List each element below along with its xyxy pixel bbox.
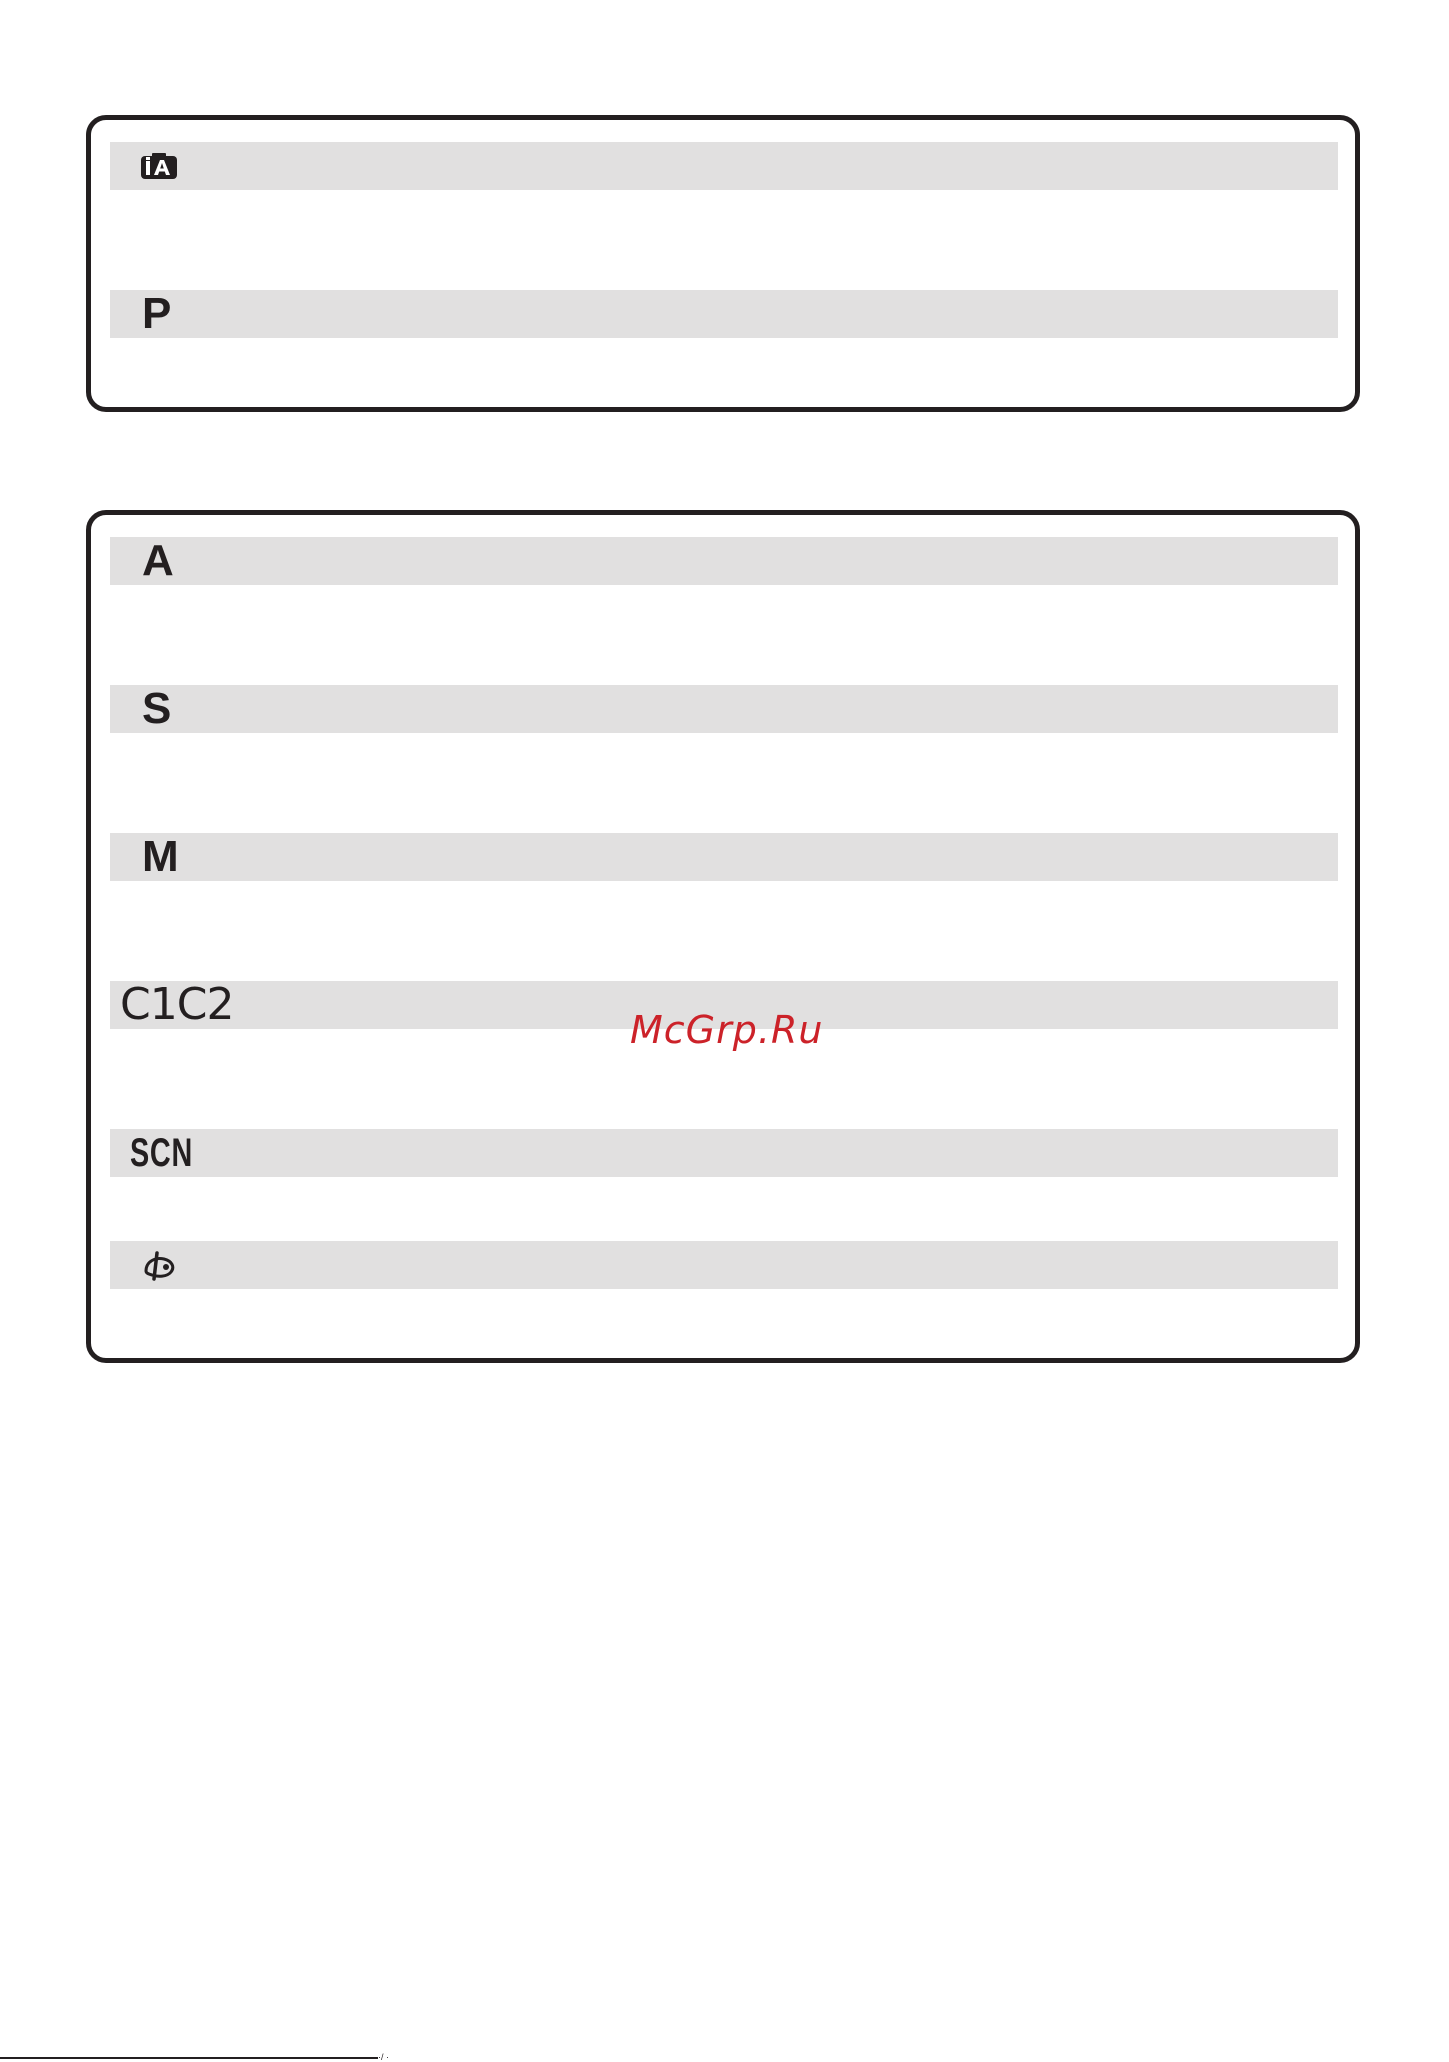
mode-label-m: M [142,832,179,881]
creative-control-brush-icon [140,1249,180,1283]
mode-bar-m [110,833,1338,881]
footer-rule [0,2057,378,2059]
mode-label-scn: SCN [130,1131,193,1175]
mode-bar-scn [110,1129,1338,1177]
mode-panel-top [86,115,1360,412]
mode-label-s: S [142,684,172,733]
mode-label-a: A [142,536,174,585]
mode-bar-creative [110,1241,1338,1289]
mode-panel-bottom [86,510,1360,1363]
mode-bar-ia [110,142,1338,190]
intelligent-auto-icon [140,152,178,180]
mode-label-c1c2: C1C2 [120,979,234,1030]
svg-text:iA: iA [140,152,141,153]
mode-label-p: P [142,289,172,338]
mode-bar-a [110,537,1338,585]
footer-mark: ·/ · [378,2052,389,2062]
watermark-text: McGrp.Ru [630,1008,824,1052]
mode-bar-p [110,290,1338,338]
mode-bar-s [110,685,1338,733]
